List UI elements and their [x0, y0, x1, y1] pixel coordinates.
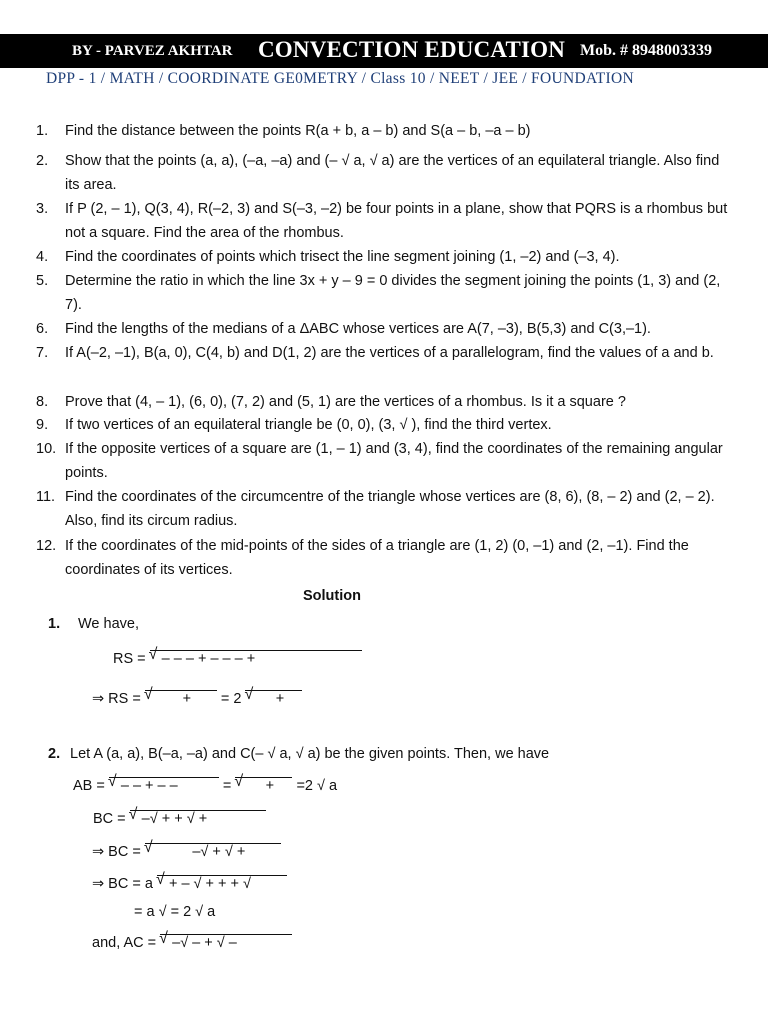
sqrt-expression: √ +: [235, 777, 292, 794]
sqrt-expression: √ –√ + √ +: [145, 843, 281, 860]
solution-2-text: Let A (a, a), B(–a, –a) and C(– √ a, √ a) be the given points. Then, we have: [70, 746, 550, 762]
question: 2. Show that the points (a, a), (–a, –a) and (– √ a, √ a) are the vertices of an equilateral triangle. Also find its area.: [36, 153, 720, 193]
sqrt-expression: √ – – – + – – – +: [150, 650, 362, 667]
question: 4. Find the coordinates of points which trisect the line segment joining (1, –2) and (–3, 4).: [36, 249, 620, 265]
question: 11. Find the coordinates of the circumcentre of the triangle whose vertices are (8, 6), (8, – 2) and (2, – 2). Also, find its circum radius.: [36, 489, 715, 529]
question: 1. Find the distance between the points R(a + b, a – b) and S(a – b, –a – b): [36, 123, 531, 139]
solution-2-line-1: AB = √ – – + – – = √ + =2 √ a: [73, 777, 337, 794]
question: 10. If the opposite vertices of a square are (1, – 1) and (3, 4), find the coordinates of the remaining angular points.: [36, 441, 723, 481]
sqrt-expression: √ +: [245, 690, 302, 707]
solution-1-text: We have,: [78, 616, 139, 632]
question: 12. If the coordinates of the mid-points of the sides of a triangle are (1, 2) (0, –1) and (2, –1). Find the coordinates of its vertices.: [36, 538, 689, 578]
question: 7. If A(–2, –1), B(a, 0), C(4, b) and D(1, 2) are the vertices of a parallelogram, find the values of a and b.: [36, 345, 714, 361]
sqrt-expression: √ –√ + + √ +: [130, 810, 266, 827]
sqrt-expression: √ + – √ + + + √: [157, 875, 287, 892]
solution-2-line-6: and, AC = √ –√ – + √ –: [92, 934, 292, 951]
header-banner: [0, 34, 768, 68]
solution-1-line-1: RS = √ – – – + – – – +: [113, 650, 362, 667]
mobile-number: Mob. # 8948003339: [580, 42, 712, 59]
question: 6. Find the lengths of the medians of a ΔABC whose vertices are A(7, –3), B(5,3) and C(3,–1).: [36, 321, 651, 337]
question: 5. Determine the ratio in which the line 3x + y – 9 = 0 divides the segment joining the points (1, 3) and (2, 7).: [36, 273, 721, 313]
sqrt-expression: √ –√ – + √ –: [160, 934, 292, 951]
solution-1-line-2: ⇒ RS = √ + = 2 √ +: [92, 690, 302, 707]
question: 8. Prove that (4, – 1), (6, 0), (7, 2) and (5, 1) are the vertices of a rhombus. Is it a square ?: [36, 394, 626, 410]
sqrt-expression: √ – – + – –: [109, 777, 219, 794]
solution-2-line-4: ⇒ BC = a √ + – √ + + + √: [92, 875, 287, 892]
solution-2-line-3: ⇒ BC = √ –√ + √ +: [92, 843, 281, 860]
sqrt-expression: √ +: [145, 690, 217, 707]
solution-1-number: 1.: [48, 616, 61, 632]
solution-2-line-5: = a √ = 2 √ a: [134, 904, 216, 920]
brand-name: CONVECTION EDUCATION: [258, 37, 566, 62]
solution-2-line-2: BC = √ –√ + + √ +: [93, 810, 266, 827]
author-name: BY - PARVEZ AKHTAR: [72, 43, 233, 59]
question: 3. If P (2, – 1), Q(3, 4), R(–2, 3) and S(–3, –2) be four points in a plane, show that PQRS is a rhombus but not a square. Find the area of the rhombus.: [36, 201, 728, 241]
question: 9. If two vertices of an equilateral triangle be (0, 0), (3, √ ), find the third vertex.: [36, 417, 552, 433]
subtitle: DPP - 1 / MATH / COORDINATE GE0METRY / Class 10 / NEET / JEE / FOUNDATION: [46, 70, 634, 87]
solution-title: Solution: [303, 588, 361, 604]
solution-2-number: 2.: [48, 746, 61, 762]
